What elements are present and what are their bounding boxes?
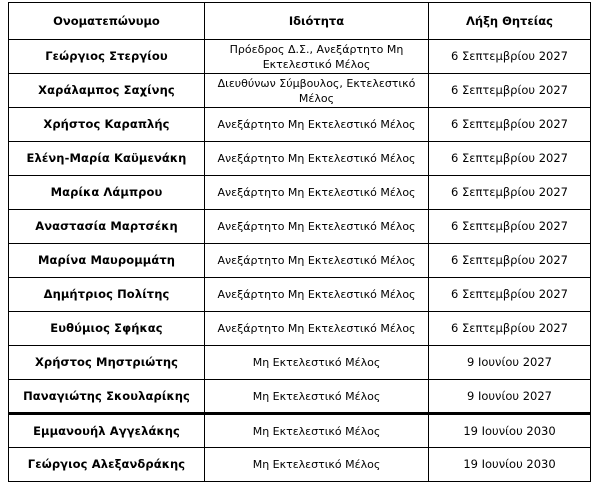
table-row: [9, 40, 591, 74]
member-name-cell: Αναστασία Μαρτσέκη: [9, 210, 205, 244]
member-name-cell: Μαρίκα Λάμπρου: [9, 176, 205, 210]
member-name-cell: Γεώργιος Στεργίου: [9, 40, 205, 74]
member-role-cell: Ανεξάρτητο Μη Εκτελεστικό Μέλος: [205, 278, 429, 312]
member-name-cell: Γεώργιος Αλεξανδράκης: [9, 448, 205, 482]
term-end-cell: 6 Σεπτεμβρίου 2027: [429, 244, 591, 278]
term-end-cell: 6 Σεπτεμβρίου 2027: [429, 176, 591, 210]
term-end-cell: 6 Σεπτεμβρίου 2027: [429, 210, 591, 244]
table-row: [9, 244, 591, 278]
table-row: [9, 74, 591, 108]
term-end-cell: 19 Ιουνίου 2030: [429, 448, 591, 482]
table-row: [9, 142, 591, 176]
member-role-cell: Μη Εκτελεστικό Μέλος: [205, 414, 429, 448]
member-role-cell: Μη Εκτελεστικό Μέλος: [205, 448, 429, 482]
member-role-cell: Ανεξάρτητο Μη Εκτελεστικό Μέλος: [205, 108, 429, 142]
term-end-cell: 6 Σεπτεμβρίου 2027: [429, 278, 591, 312]
term-end-cell: 6 Σεπτεμβρίου 2027: [429, 74, 591, 108]
member-name-cell: Δημήτριος Πολίτης: [9, 278, 205, 312]
member-role-cell: Ανεξάρτητο Μη Εκτελεστικό Μέλος: [205, 312, 429, 346]
member-name-cell: Ελένη-Μαρία Καϋμενάκη: [9, 142, 205, 176]
term-end-cell: 6 Σεπτεμβρίου 2027: [429, 312, 591, 346]
header-term: Λήξη Θητείας: [429, 3, 591, 40]
table-row: [9, 278, 591, 312]
member-role-cell: Μη Εκτελεστικό Μέλος: [205, 346, 429, 380]
member-name-cell: Χρήστος Καραπλής: [9, 108, 205, 142]
table-row: [9, 380, 591, 414]
table-body: [9, 40, 591, 482]
table-row: [9, 312, 591, 346]
table-header-row: [9, 3, 591, 40]
member-role-cell: Πρόεδρος Δ.Σ., Ανεξάρτητο Μη Εκτελεστικό Μέλος: [205, 40, 429, 74]
table-row: [9, 108, 591, 142]
table-row: [9, 176, 591, 210]
table-row: [9, 414, 591, 448]
member-role-cell: Ανεξάρτητο Μη Εκτελεστικό Μέλος: [205, 176, 429, 210]
term-end-cell: 9 Ιουνίου 2027: [429, 346, 591, 380]
member-name-cell: Χρήστος Μηστριώτης: [9, 346, 205, 380]
board-members-table: [8, 2, 591, 482]
table-row: [9, 448, 591, 482]
member-role-cell: Ανεξάρτητο Μη Εκτελεστικό Μέλος: [205, 210, 429, 244]
header-role: Ιδιότητα: [205, 3, 429, 40]
member-name-cell: Μαρίνα Μαυρομμάτη: [9, 244, 205, 278]
member-name-cell: Χαράλαμπος Σαχίνης: [9, 74, 205, 108]
term-end-cell: 9 Ιουνίου 2027: [429, 380, 591, 414]
term-end-cell: 6 Σεπτεμβρίου 2027: [429, 108, 591, 142]
member-name-cell: Ευθύμιος Σφήκας: [9, 312, 205, 346]
header-name: Ονοματεπώνυμο: [9, 3, 205, 40]
member-role-cell: Μη Εκτελεστικό Μέλος: [205, 380, 429, 414]
term-end-cell: 6 Σεπτεμβρίου 2027: [429, 142, 591, 176]
member-role-cell: Ανεξάρτητο Μη Εκτελεστικό Μέλος: [205, 142, 429, 176]
member-role-cell: Ανεξάρτητο Μη Εκτελεστικό Μέλος: [205, 244, 429, 278]
member-role-cell: Διευθύνων Σύμβουλος, Εκτελεστικό Μέλος: [205, 74, 429, 108]
table-row: [9, 210, 591, 244]
member-name-cell: Εμμανουήλ Αγγελάκης: [9, 414, 205, 448]
table-row: [9, 346, 591, 380]
term-end-cell: 19 Ιουνίου 2030: [429, 414, 591, 448]
term-end-cell: 6 Σεπτεμβρίου 2027: [429, 40, 591, 74]
member-name-cell: Παναγιώτης Σκουλαρίκης: [9, 380, 205, 414]
